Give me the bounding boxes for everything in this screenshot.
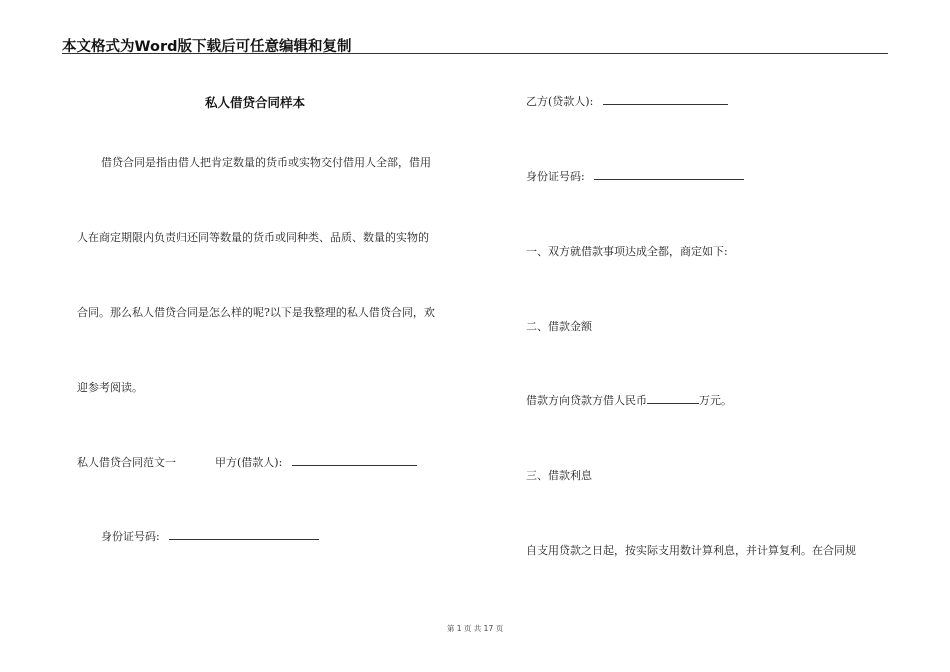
left-id-label: 身份证号码: xyxy=(101,530,160,543)
left-id-blank xyxy=(169,529,319,540)
section-3: 三、借款利息 xyxy=(526,469,592,482)
amount-line xyxy=(526,392,732,408)
amount-prefix: 借款方向贷款方借人民币 xyxy=(526,394,647,407)
intro-line-2: 人在商定期限内负责归还同等数量的货币或同种类、品质、数量的实物的 xyxy=(77,231,429,244)
header-title: 本文格式为Word版下载后可任意编辑和复制 xyxy=(62,39,352,55)
document-header xyxy=(62,31,888,54)
sample-label: 私人借贷合同范文一 xyxy=(77,456,176,469)
amount-blank xyxy=(647,393,699,404)
party-a-label: 甲方(借款人): xyxy=(215,456,283,469)
party-b-label: 乙方(贷款人): xyxy=(526,95,594,108)
party-b-line xyxy=(526,93,728,109)
party-a-blank xyxy=(292,455,417,466)
sample-heading-line xyxy=(77,454,417,470)
intro-line-1: 借贷合同是指由借人把肯定数量的货币或实物交付借用人全部，借用 xyxy=(101,156,431,169)
right-id-label: 身份证号码: xyxy=(526,170,585,183)
amount-suffix: 万元。 xyxy=(699,394,732,407)
right-id-line xyxy=(526,168,744,184)
interest-text: 自支用贷款之日起，按实际支用数计算利息，并计算复利。在合同规 xyxy=(526,544,856,557)
section-2: 二、借款金额 xyxy=(526,320,592,333)
intro-line-3: 合同。那么私人借贷合同是怎么样的呢?以下是我整理的私人借贷合同，欢 xyxy=(77,306,435,319)
right-id-blank xyxy=(594,169,744,180)
section-1: 一、双方就借款事项达成全都，商定如下: xyxy=(526,245,728,258)
party-b-blank xyxy=(603,94,728,105)
left-id-line xyxy=(101,528,319,544)
intro-line-4: 迎参考阅读。 xyxy=(77,381,143,394)
document-title: 私人借贷合同样本 xyxy=(205,95,306,110)
page-footer: 第 1 页 共 17 页 xyxy=(446,624,504,633)
